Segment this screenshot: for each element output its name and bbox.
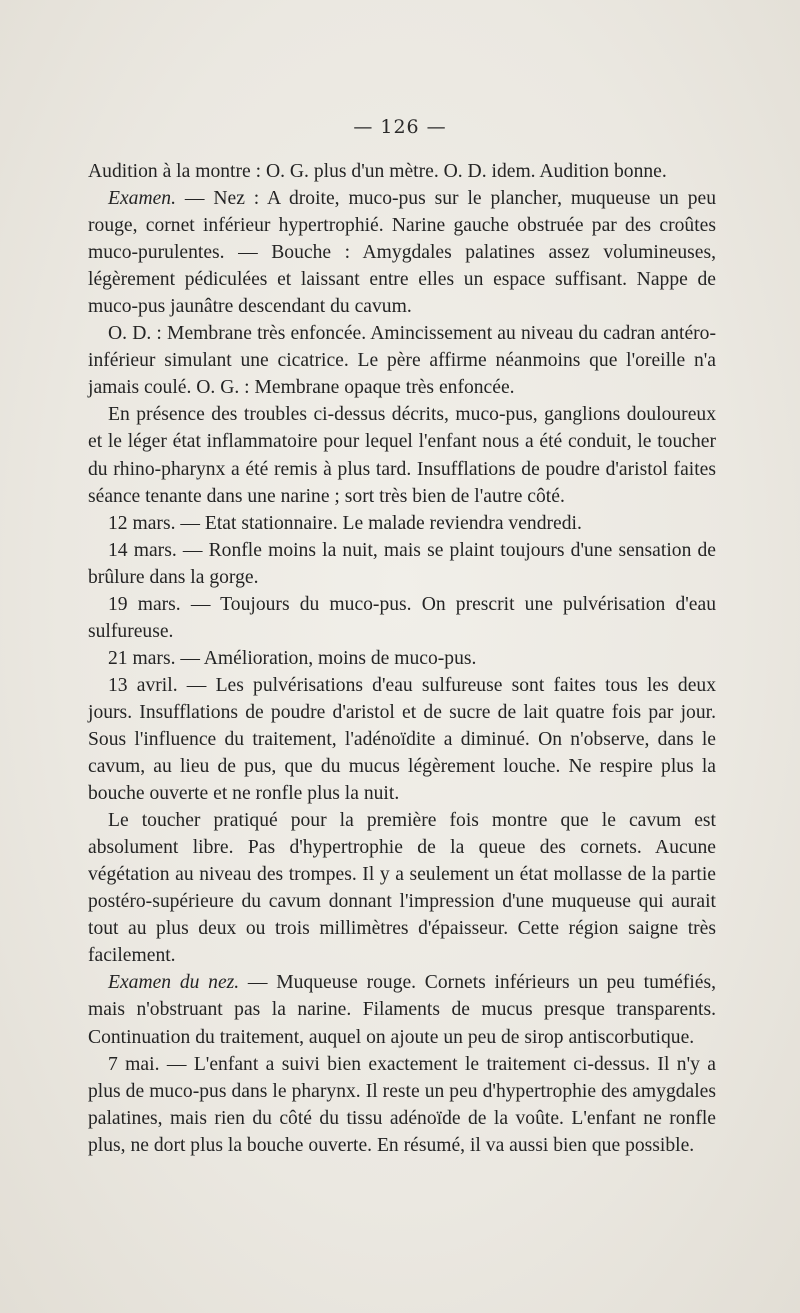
paragraph-text: — Muqueuse rouge. Cornets inférieurs un peu tuméfiés, mais n'obstruant pas la narine. Filaments de mucus presque transparents. Continuation du traitement, auquel on ajoute un peu de sirop antiscorbutique.: [88, 972, 716, 1048]
paragraph: [88, 807, 716, 969]
paragraph-lead: Examen du nez.: [108, 972, 240, 994]
paragraph-text: 12 mars. — Etat stationnaire. Le malade reviendra vendredi.: [108, 512, 582, 534]
page-text: [88, 158, 716, 1159]
page-number: — 126 —: [353, 116, 447, 138]
paragraph-text: Le toucher pratiqué pour la première fois montre que le cavum est absolument libre. Pas d'hypertrophie de la queue des cornets. Aucune végétation au niveau des trompes. Il y a seulement un état mollasse de la partie postéro-supérieure du cavum donnant l'impression d'une muqueuse qui aurait tout au plus deux ou trois millimètres d'épaisseur. Cette région saigne très facilement.: [88, 810, 716, 967]
paragraph: [88, 401, 716, 509]
paragraph: [88, 185, 716, 320]
paragraph-text: 21 mars. — Amélioration, moins de muco-pus.: [108, 647, 477, 669]
paragraph-text: En présence des troubles ci-dessus décrits, muco-pus, ganglions douloureux et le léger état inflammatoire pour lequel l'enfant nous a été conduit, le toucher du rhino-pharynx a été remis à plus tard. Insufflations de poudre d'aristol faites séance tenante dans une narine ; sort très bien de l'autre côté.: [88, 404, 716, 507]
paragraph: [88, 510, 716, 537]
paragraph-text: 13 avril. — Les pulvérisations d'eau sulfureuse sont faites tous les deux jours. Insufflations de poudre d'aristol et de sucre de lait quatre fois par jour. Sous l'influence du traitement, l'adénoïdite a diminué. On n'observe, dans le cavum, au lieu de pus, que du mucus légèrement louche. Ne respire plus la bouche ouverte et ne ronfle plus la nuit.: [88, 674, 716, 805]
paragraph-text: 19 mars. — Toujours du muco-pus. On prescrit une pulvérisation d'eau sulfureuse.: [88, 593, 716, 642]
paragraph: [88, 320, 716, 401]
paragraph-text: — Nez : A droite, muco-pus sur le plancher, muqueuse un peu rouge, cornet inférieur hypertrophié. Narine gauche obstruée par des croûtes muco-purulentes. — Bouche : Amygdales palatines assez volumineuses, légèrement pédiculées et laissant entre elles un espace suffisant. Nappe de muco-pus jaunâtre descendant du cavum.: [88, 188, 716, 318]
paragraph: [88, 158, 716, 185]
paragraph: [88, 537, 716, 591]
paragraph: [88, 591, 716, 645]
paragraph: [88, 672, 716, 807]
paragraph-text: O. D. : Membrane très enfoncée. Amincissement au niveau du cadran antéro-inférieur simulant une cicatrice. Le père affirme néanmoins que l'oreille n'a jamais coulé. O. G. : Membrane opaque très enfoncée.: [88, 323, 716, 399]
paragraph-text: Audition à la montre : O. G. plus d'un mètre. O. D. idem. Audition bonne.: [88, 161, 667, 182]
paragraph-lead: Examen.: [108, 188, 177, 210]
paragraph: [88, 645, 716, 672]
paragraph: [88, 1051, 716, 1159]
paragraph: [88, 969, 716, 1050]
paragraph-text: 14 mars. — Ronfle moins la nuit, mais se plaint toujours d'une sensation de brûlure dans la gorge.: [88, 539, 716, 588]
paragraph-text: 7 mai. — L'enfant a suivi bien exactement le traitement ci-dessus. Il n'y a plus de muco-pus dans le pharynx. Il reste un peu d'hypertrophie des amygdales palatines, mais rien du côté du tissu adénoïde de la voûte. L'enfant ne ronfle plus, ne dort plus la bouche ouverte. En résumé, il va aussi bien que possible.: [88, 1053, 716, 1156]
